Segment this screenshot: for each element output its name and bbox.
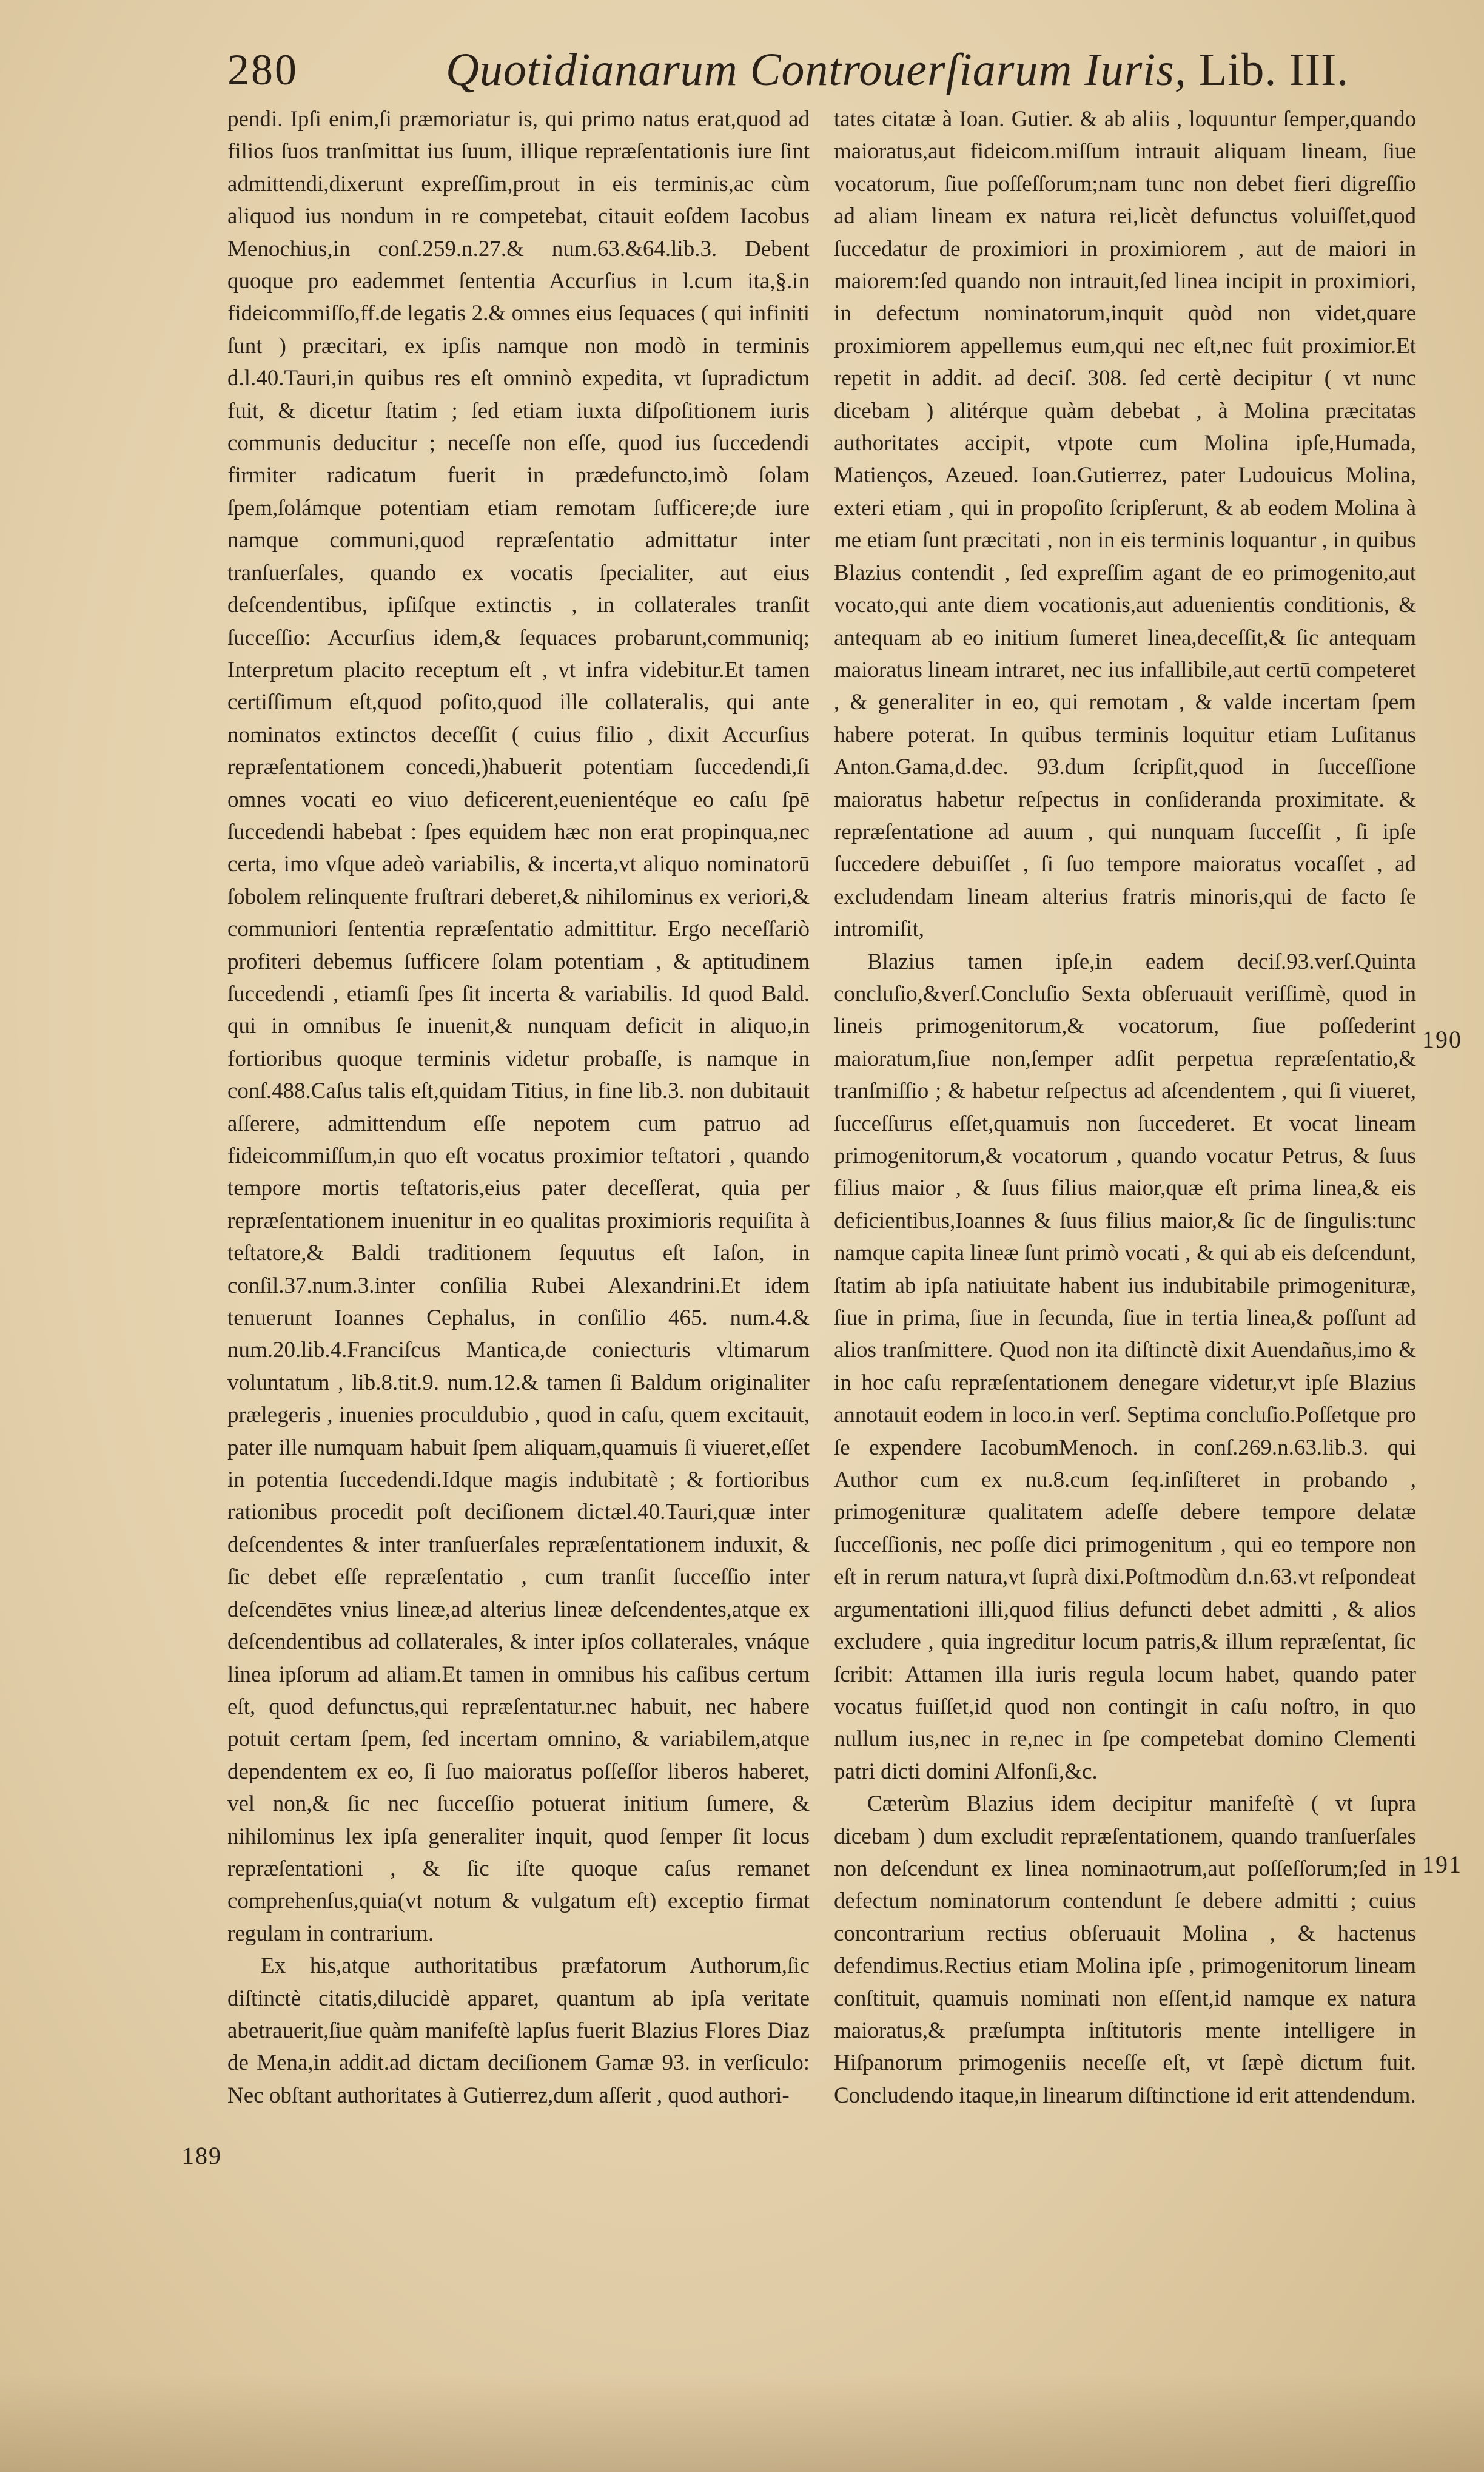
page-number: 280 bbox=[227, 45, 298, 94]
right-paragraph-3: Cæterùm Blazius idem decipitur manifeſtè ( vt ſupra dicebam ) dum excludit repræſentationem, quando tranſuerſales non deſcendunt ex linea nominaotrum,aut poſſeſſorum;ſed in defectum nominatorum contendunt ſe debere admitti ; cuius concontrarium rectius obſeruauit Molina , & hactenus defendimus.Rectius etiam Molina ipſe , primogenitorum lineam conſtituit, quamuis nominati non eſſent,id namque ex natura maioratus,& præſumpta inſtitutoris mente intelligere in Hiſpanorum primogeniis neceſſe eſt, vt ſæpè dictum fuit. Concludendo itaque,in linearum diſtinctione id erit attendendum. bbox=[834, 1791, 1416, 2108]
running-title-text: Quotidianarum Controuerſiarum Iuris, bbox=[446, 44, 1187, 95]
left-column bbox=[227, 103, 810, 2372]
page-edge-shadow bbox=[0, 2375, 1484, 2472]
margin-number-191: 191 bbox=[1422, 1851, 1462, 1878]
running-title bbox=[446, 36, 1349, 103]
margin-number-189: 189 bbox=[182, 2142, 222, 2169]
right-paragraph-2: Blazius tamen ipſe,in eadem deciſ.93.verſ.Quinta concluſio,&verſ.Concluſio Sexta obſeruauit veriſſimè, quod in lineis primogenitorum,& vocatorum, ſiue poſſederint maioratum,ſiue non,ſemper adſit perpetua repræſentatio,& tranſmiſſio ; & habetur reſpectus ad aſcendentem , qui ſi viueret, ſucceſſurus eſſet,quamuis non ſuccederet. Et vocat lineam primogenitorum,& vocatorum , quando vocatur Petrus, & ſuus filius maior , & ſuus filius maior,quæ eſt prima linea,& eis deficientibus,Ioannes & ſuus filius maior,& ſic de ſingulis:tunc namque capita lineæ ſunt primò vocati , & qui ab eis deſcendunt, ſtatim ab ipſa natiuitate habent ius indubitabile primogenituræ, ſiue in prima, ſiue in ſecunda, ſiue in tertia linea,& poſſunt ad alios tranſmittere. Quod non ita diſtinctè dixit Auendañus,imo & in hoc caſu repræſentationem denegare videtur,vt ipſe Blazius annotauit eodem in loco.in verſ. Septima concluſio.Poſſetque pro ſe expendere IacobumMenoch. in conſ.269.n.63.lib.3. qui Author cum ex nu.8.cum ſeq.inſiſteret in probando , primogenituræ qualitatem adeſſe debere tempore delatæ ſucceſſionis, nec poſſe dici primogenitum , qui eo tempore non eſt in rerum natura,vt ſuprà dixi.Poſtmodùm d.n.63.vt reſpondeat argumentationi illi,quod filius defuncti debet admitti , & alios excludere , quia ingreditur locum patris,& illum repræſentat, ſic ſcribit: Attamen illa iuris regula locum habet, quando pater vocatus fuiſſet,id quod non contingit in caſu noſtro, in quo nullum ius,nec in re,nec in ſpe competebat domino Clementi patri dicti domini Alfonſi,&c. bbox=[834, 949, 1416, 1784]
right-paragraph-1: tates citatæ à Ioan. Gutier. & ab aliis , loquuntur ſemper,quando maioratus,aut fideicom.miſſum intrauit aliquam lineam, ſiue vocatorum, ſiue poſſeſſorum;nam tunc non debet fieri digreſſio ad aliam lineam ex natura rei,licèt defunctus voluiſſet,quod ſuccedatur de proximiori in proximiorem , aut de maiori in maiorem:ſed quando non intrauit,ſed linea incipit in proximiori, in defectum nominatorum,inquit quòd non videt,quare proximiorem appellemus eum,qui nec eſt,nec fuit proximior.Et repetit in addit. ad deciſ. 308. ſed certè decipitur ( vt nunc dicebam ) alitérque quàm debebat , à Molina præcitatas authoritates accipit, vtpote cum Molina ipſe,Humada, Matienços, Azeued. Ioan.Gutierrez, pater Ludouicus Molina, exteri etiam , qui in propoſito ſcripſerunt, & ab eodem Molina à me etiam ſunt præcitati , non in eis terminis loquantur , in quibus Blazius contendit , ſed expreſſim agant de eo primogenito,aut vocato,qui ante diem vocationis,aut aduenientis conditionis, & antequam ab eo initium ſumeret linea,deceſſit,& ſic antequam maioratus lineam intraret, nec ius infallibile,aut certū competeret , & generaliter in eo, qui remotam , & valde incertam ſpem habere poterat. In quibus terminis loquitur etiam Luſitanus Anton.Gama,d.dec. 93.dum ſcripſit,quod in ſucceſſione maioratus habetur reſpectus in conſideranda proximitate. & repræſentatione ad auum , qui nunquam ſucceſſit , ſi ipſe ſuccedere debuiſſet , ſi ſuo tempore maioratus vocaſſet , ad excludendam lineam alterius fratris minoris,qui de facto ſe intromiſit, bbox=[834, 107, 1416, 942]
right-column bbox=[834, 103, 1416, 2372]
left-paragraph-1: pendi. Ipſi enim,ſi præmoriatur is, qui primo natus erat,quod ad filios ſuos tranſmittat ius ſuum, illique repræſentationis iure ſint admittendi,dixerunt expreſſim,prout in eis terminis,ac cùm aliquod ius nondum in re competebat, citauit eoſdem Iacobus Menochius,in conſ.259.n.27.& num.63.&64.lib.3. Debent quoque pro eademmet ſententia Accurſius in l.cum ita,§.in fideicommiſſo,ff.de legatis 2.& omnes eius ſequaces ( qui infiniti ſunt ) præcitari, ex ipſis namque non modò in terminis d.l.40.Tauri,in quibus res eſt omninò expedita, vt ſupradictum fuit, & dicetur ſtatim ; ſed etiam iuxta diſpoſitionem iuris communis deducitur ; neceſſe non eſſe, quod ius ſuccedendi firmiter radicatum fuerit in prædefuncto,imò ſolam ſpem,ſolámque potentiam etiam remotam ſufficere;de iure namque communi,quod repræſentatio admittatur inter tranſuerſales, quando ex vocatis ſpecialiter, aut eius deſcendentibus, ipſiſque extinctis , in collaterales tranſit ſucceſſio: Accurſius idem,& ſequaces probarunt,communiq; Interpretum placito receptum eſt , vt infra videbitur.Et tamen certiſſimum eſt,quod poſito,quod ille collateralis, qui ante nominatos extinctos deceſſit ( cuius filio , dixit Accurſius repræſentationem concedi,)habuerit potentiam ſuccedendi,ſi omnes vocati eo viuo deficerent,euenientéque eo caſu ſpē ſuccedendi habebat : ſpes equidem hæc non erat propinqua,nec certa, imo vſque adeò variabilis, & incerta,vt aliquo nominatorū ſobolem relinquente fruſtrari deberet,& nihilominus ex veriori,& communiori ſententia repræſentatio admittitur. Ergo neceſſariò profiteri debemus ſufficere ſolam potentiam , & aptitudinem ſuccedendi , etiamſi ſpes ſit incerta & variabilis. Id quod Bald. qui in omnibus ſe inuenit,& nunquam deficit in aliquo,in fortioribus quoque terminis videtur probaſſe, is namque in conſ.488.Caſus talis eſt,quidam Titius, in fine lib.3. non dubitauit aſſerere, admittendum eſſe nepotem cum patruo ad fideicommiſſum,in quo eſt vocatus proximior teſtatori , quando tempore mortis teſtatoris,eius pater deceſſerat, quia per repræſentationem inuenitur in eo qualitas proximioris requiſita à teſtatore,& Baldi traditionem ſequutus eſt Iaſon, in conſil.37.num.3.inter conſilia Rubei Alexandrini.Et idem tenuerunt Ioannes Cephalus, in conſilio 465. num.4.& num.20.lib.4.Franciſcus Mantica,de coniecturis vltimarum voluntatum , lib.8.tit.9. num.12.& tamen ſi Baldum originaliter prælegeris , inuenies proculdubio , quod in caſu, quem excitauit, pater ille numquam habuit ſpem aliquam,quamuis ſi viueret,eſſet in potentia ſuccedendi.Idque magis indubitatè ; & fortioribus rationibus procedit poſt deciſionem dictæl.40.Tauri,quæ inter deſcendentes & inter tranſuerſales repræſentationem induxit, & ſic debet eſſe repræſentatio , cum tranſit ſucceſſio inter deſcendētes vnius lineæ,ad alterius lineæ deſcendentes,atque ex deſcendentibus ad collaterales, & inter ipſos collaterales, vnáque linea ipſorum ad aliam.Et tamen in omnibus his caſibus certum eſt, quod defunctus,qui repræſentatur.nec habuit, nec habere potuit certam ſpem, ſed incertam omnino, & variabilem,atque dependentem ex eo, ſi ſuo maioratus poſſeſſor liberos haberet, vel non,& ſic nec ſucceſſio potuerat initium ſumere, & nihilominus lex ipſa generaliter inquit, quod ſemper ſit locus repræſentationi , & ſic iſte quoque caſus remanet comprehenſus,quia(vt notum & vulgatum eſt) exceptio firmat regulam in contrarium. bbox=[227, 107, 810, 1946]
book-number: Lib. III. bbox=[1198, 44, 1349, 95]
margin-number-190: 190 bbox=[1422, 1026, 1462, 1053]
left-paragraph-2: Ex his,atque authoritatibus præfatorum Authorum,ſic diſtinctè citatis,dilucidè apparet, quantum ab ipſa veritate abetrauerit,ſiue quàm manifeſtè lapſus fuerit Blazius Flores Diaz de Mena,in addit.ad dictam deciſionem Gamæ 93. in verſiculo: Nec obſtant authoritates à Gutierrez,dum aſſerit , quod authori- bbox=[227, 1953, 810, 2108]
running-header bbox=[227, 36, 1349, 103]
